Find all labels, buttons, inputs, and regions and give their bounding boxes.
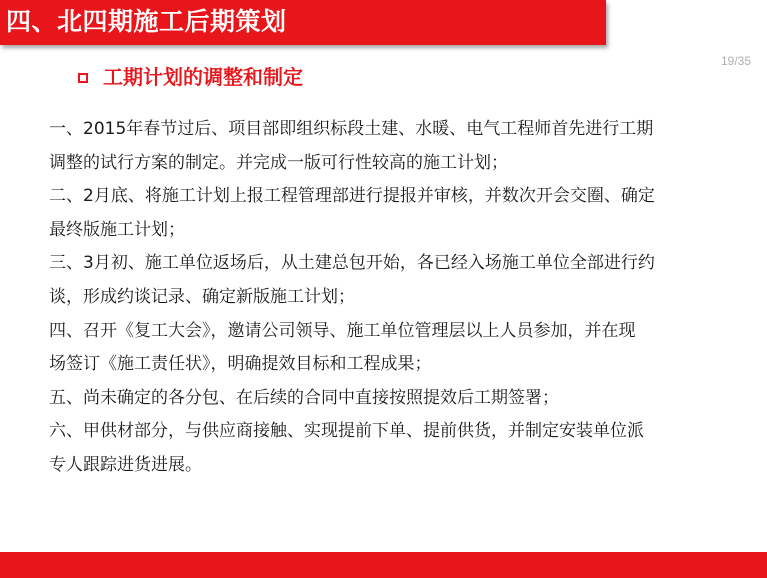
square-bullet-icon: [78, 73, 88, 83]
body-line: 三、3月初、施工单位返场后，从土建总包开始，各已经入场施工单位全部进行约: [49, 253, 655, 274]
footer-bar: [0, 552, 767, 578]
body-line: 谈，形成约谈记录、确定新版施工计划；: [49, 286, 355, 307]
body-line: 六、甲供材部分，与供应商接触、实现提前下单、提前供货，并制定安装单位派: [49, 421, 644, 442]
body-text: [49, 113, 749, 483]
body-line: 专人跟踪进货进展。: [49, 454, 202, 475]
page-number: 19/35: [720, 54, 751, 68]
section-heading: [78, 64, 303, 90]
body-line: 最终版施工计划；: [49, 219, 185, 240]
title-banner: [0, 0, 606, 45]
body-line: 二、2月底、将施工计划上报工程管理部进行提报并审核，并数次开会交圈、确定: [49, 186, 655, 207]
body-line: 场签订《施工责任状》，明确提效目标和工程成果；: [49, 354, 432, 375]
section-heading-text: 工期计划的调整和制定: [103, 65, 303, 89]
body-line: 五、尚未确定的各分包、在后续的合同中直接按照提效后工期签署；: [49, 387, 559, 408]
body-line: 调整的试行方案的制定。并完成一版可行性较高的施工计划；: [49, 152, 508, 173]
slide-title: 四、北四期施工后期策划: [6, 7, 287, 36]
body-line: 一、2015年春节过后、项目部即组织标段土建、水暖、电气工程师首先进行工期: [49, 119, 654, 139]
body-line: 四、召开《复工大会》，邀请公司领导、施工单位管理层以上人员参加，并在现: [49, 320, 636, 341]
